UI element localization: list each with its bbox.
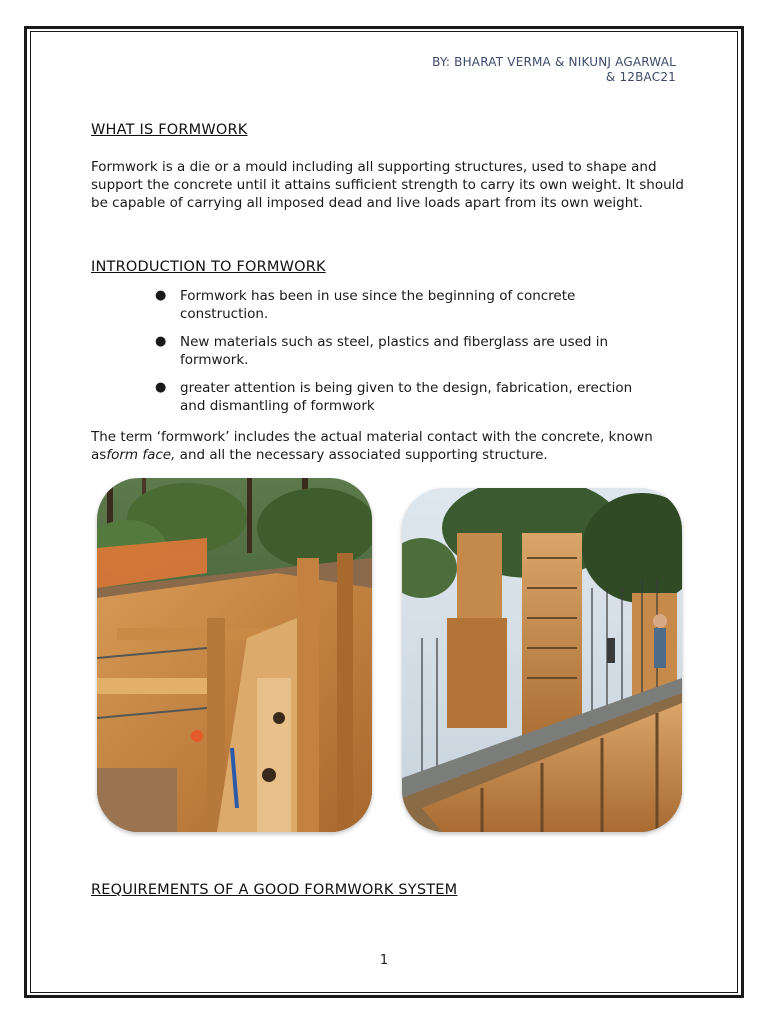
term-form-face: form face, <box>106 447 176 463</box>
term-text-start: The term ‘formwork’ includes the actual material contact with the concrete, known as <box>91 429 653 463</box>
term-text-end: and all the necessary associated supporting structure. <box>175 447 548 463</box>
list-item <box>155 287 655 323</box>
formwork-photo-right <box>402 488 682 832</box>
list-item <box>155 379 655 415</box>
bullet-text: Formwork has been in use since the beginning of concrete construction. <box>180 288 576 322</box>
formwork-term-paragraph <box>91 428 691 464</box>
author-line: BY: BHARAT VERMA & NIKUNJ AGARWAL <box>432 55 676 69</box>
page-number: 1 <box>379 953 389 968</box>
heading-requirements: REQUIREMENTS OF A GOOD FORMWORK SYSTEM <box>91 882 458 898</box>
introduction-bullet-list <box>155 287 655 425</box>
list-item <box>155 333 655 369</box>
author-header <box>432 55 676 85</box>
class-line: & 12BAC21 <box>605 70 676 84</box>
bullet-icon: ● <box>155 380 167 395</box>
formwork-photo-left <box>97 478 372 832</box>
bullet-text: greater attention is being given to the design, fabrication, erection and dismantling of formwork <box>180 380 633 414</box>
heading-introduction: INTRODUCTION TO FORMWORK <box>91 259 326 275</box>
heading-what-is-formwork: WHAT IS FORMWORK <box>91 122 248 138</box>
bullet-icon: ● <box>155 288 167 303</box>
definition-paragraph: Formwork is a die or a mould including all supporting structures, used to shape and support the concrete until it attains sufficient strength to carry its own weight. It should be capable of carrying all imposed dead and live loads apart from its own weight. <box>91 159 684 211</box>
bullet-icon: ● <box>155 334 167 349</box>
bullet-text: New materials such as steel, plastics and fiberglass are used in formwork. <box>180 334 609 368</box>
